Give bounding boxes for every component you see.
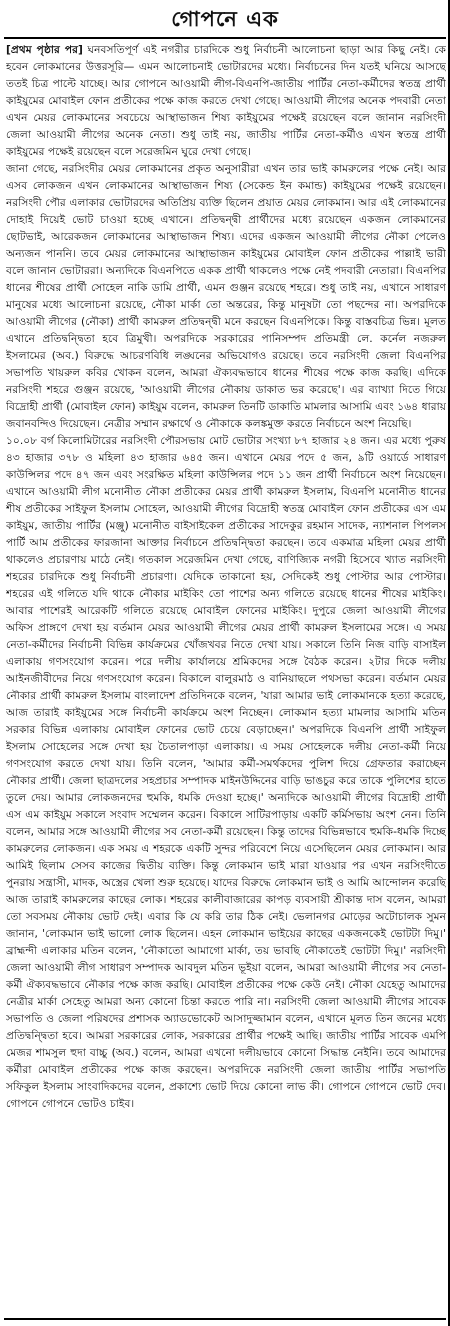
article-body: [6, 41, 446, 1315]
paragraph-text: জানা গেছে, নরসিংদীর মেয়র লোকমানের প্রকৃত অনুসারীরা এখন তার ভাই কামরুলের পক্ষে নেই। আর এসব লোকজন এখন লোকমানের আস্থাভাজন শিষ্য (সেকেন্ড ইন কমান্ড) কাইয়ুমের পক্ষেই রয়েছেন। নরসিংদী পৌর এলাকার ভোটারদের অতিপ্রিয় ব্যক্তি ছিলেন প্রয়াত মেয়র লোকমান। আর এই লোকমানের দোহাই দিয়েই ভোট চাওয়া হচ্ছে এখানে। প্রতিদ্বন্দ্বী প্রার্থীদের মধ্যে রয়েছেন একজন লোকমানের ছোটভাই, আরেকজন লোকমানের আস্থাভাজন শিষ্য। এদের একজন আওয়ামী লীগের নৌকা পেলেও অন্যজন পাননি। তবে মেয়র লোকমানের আস্থাভাজন কাইয়ুমের মোবাইল ফোন প্রতীকের পাল্লাই ভারী বলে জানান ভোটাররা। অন্যদিকে বিএনপিতে একক প্রার্থী থাকলেও পক্ষে নেই পদবারী নেতারা। বিএনপির ধানের শীষের প্রার্থী সোহেল নাকি ডামি প্রার্থী, এমন গুঞ্জন রয়েছে শহরে। শুধু তাই নয়, এখানে সাধারণ মানুষের মধ্যে আলোচনা রয়েছে, নৌকা মার্কা তো অন্তরের, কিন্তু মানুষটা তো পছন্দের না। অপরদিকে আওয়ামী লীগের (নৌকা) প্রার্থী কামরুল প্রতিদ্বন্দ্বী মনে করছেন বিএনপিকে। কিন্তু বাস্তবচিত্র ভিন্ন। মূলত এখানে প্রতিদ্বন্দ্বিতা হবে ত্রিমুখী। অপরদিকে সরকারের পানিসম্পদ প্রতিমন্ত্রী লে. কর্নেল নজরুল ইসলামের (অব.) বিরুদ্ধে আচরণবিধি লঙ্ঘনের অভিযোগও রয়েছে। তবে নরসিংদী জেলা বিএনপির সভাপতি খায়রুল কবির খোকন বলেন, আমরা ঐক্যবদ্ধভাবে ধানের শীষের পক্ষে কাজ করছি। এদিকে নরসিংদী শহরে গুঞ্জন রয়েছে, 'আওয়ামী লীগের নৌকায় ডাকাত ভর করেছে'। এর ব্যাখ্যা দিতে গিয়ে বিদ্রোহী প্রার্থী (মোবাইল ফোন) কাইয়ুম বলেন, কামরুল তিনটি ডাকাতি মামলার আসামি এবং ১৬৪ ধারায় জবানবন্দিও দিয়েছেন। নেত্রীর সম্মান রক্ষার্থে ও নৌকাকে কলঙ্কমুক্ত করতে নির্বাচনে অংশ নিয়েছি।: [6, 162, 446, 430]
headline-divider: [4, 37, 446, 39]
article-paragraph: [6, 41, 446, 160]
article-paragraph: [6, 160, 446, 432]
article-headline: গোপনে এক: [171, 6, 279, 31]
paragraph-text: ঘনবসতিপূর্ণ এই নগরীর চারদিকে শুধু নির্বাচনী আলোচনা ছাড়া আর কিছু নেই। কে হবেন লোকমানের উত্তরসূরি— এমন আলোচনাই ভোটারদের মধ্যে। নির্বাচনের দিন যতই ঘনিয়ে আসছে ততই চিত্র পাল্টে যাচ্ছে। আর গোপনে আওয়ামী লীগ-বিএনপি-জাতীয় পার্টির নেতা-কর্মীদের স্বতন্ত্র প্রার্থী কাইয়ুমের মোবাইল ফোন প্রতীকের পক্ষে কাজ করতে দেখা গেছে। আওয়ামী লীগের অনেক পদবারী নেতা এখন মেয়র লোকমানের সবচেয়ে আস্থাভাজন শিষ্য কাইয়ুমের পক্ষেই রয়েছেন বলে জানান নরসিংদী জেলা আওয়ামী লীগের অনেক নেতা। শুধু তাই নয়, জাতীয় পার্টির নেতা-কর্মীও এখন স্বতন্ত্র প্রার্থী কাইয়ুমের পক্ষেই রয়েছেন বলে সরেজমিন ঘুরে দেখা গেছে।: [6, 43, 446, 158]
paragraph-text: ১০.০৮ বর্গ কিলোমিটারের নরসিংদী পৌরসভায় মোট ভোটার সংখ্যা ৮৭ হাজার ২৪ জন। এর মধ্যে পুরুষ ৪৩ হাজার ৩৭৮ ও মহিলা ৪৩ হাজার ৬৪৫ জন। এখানে মেয়র পদে ৫ জন, ৯টি ওয়ার্ডে সাধারণ কাউন্সিলর পদে ৪৭ জন এবং সংরক্ষিত মহিলা কাউন্সিলর পদে ১১ জন প্রার্থী নির্বাচনে অংশ নিয়েছেন। এখানে আওয়ামী লীগ মনোনীত নৌকা প্রতীকের মেয়র প্রার্থী কামরুল ইসলাম, বিএনপি মনোনীত ধানের শীষ প্রতীকের সাইফুল ইসলাম সোহেল, আওয়ামী লীগের বিদ্রোহী স্বতন্ত্র মোবাইল ফোন প্রতীকের এস এম কাইয়ুম, জাতীয় পার্টির (মঞ্জু) মনোনীত বাইসাইকেল প্রতীকের সাদেকুর রহমান সাদেক, ন্যাশনাল পিপলস পার্টি আম প্রতীকের ফারজানা আক্তার নির্বাচনে প্রতিদ্বন্দ্বিতা করছেন। তবে একমাত্র মহিলা মেয়র প্রার্থী থাকলেও প্রচারণায় মাঠে নেই। গতকাল সরেজমিন দেখা গেছে, বাণিজ্যিক নগরী হিসেবে খ্যাত নরসিংদী শহরের চারদিকে শুধু নির্বাচনী প্রচারণা। যেদিকে তাকানো হয়, সেদিকেই শুধু পোস্টার আর পোস্টার। শহরের এই গলিতে যদি থাকে নৌকার মাইকিং তো পাশের অন্য গলিতে রয়েছে ধানের শীষের মাইকিং। আবার পাশেরই আরেকটি গলিতে রয়েছে মোবাইল ফোনের মাইকিং। দুপুরে জেলা আওয়ামী লীগের অফিস প্রাঙ্গণে দেখা হয় বর্তমান মেয়র আওয়ামী লীগের মেয়র প্রার্থী কামরুল ইসলামের সঙ্গে। এ সময় নেতা-কর্মীদের নির্বাচনী বিভিন্ন কার্যক্রমের খোঁজখবর নিতে দেখা যায়। সকালে তিনি নিজ বাড়ি বাসাইল এলাকায় গণসংযোগ করেন। পরে দলীয় কার্যালয়ে শ্রমিকদের সঙ্গে বৈঠক করেন। ২টার দিকে দলীয় আইনজীবীদের নিয়ে গণসংযোগ করেন। বিকালে বালুরমাঠ ও বানিয়াছলে পথসভা করেন। বর্তমান মেয়র নৌকার প্রার্থী কামরুল ইসলাম বাংলাদেশ প্রতিদিনকে বলেন, 'যারা আমার ভাই লোকমানকে হত্যা করেছে, আজ তারাই কাইয়ুমের সঙ্গে নির্বাচনী কার্যক্রমে অংশ নিচ্ছেন। লোকমান হত্যা মামলার আসামি মতিন সরকার বিভিন্ন এলাকায় মোবাইল ফোনের ভোট চেয়ে বেড়াচ্ছেন।' অপরদিকে বিএনপি প্রার্থী সাইফুল ইসলাম সোহেলের সঙ্গে দেখা হয় চৈতালপাড়া এলাকায়। এ সময় সোহেলকে দলীয় নেতা-কর্মী নিয়ে গণসংযোগ করতে দেখা যায়। তিনি বলেন, 'আমার কর্মী-সমর্থকদের পুলিশ দিয়ে গ্রেফতার করাচ্ছেন নৌকার প্রার্থী। জেলা ছাত্রদলের সহপ্রচার সম্পাদক মাইনউদ্দিনের বাড়ি ভাঙচুর করে তাকে পুলিশের হাতে তুলে দেয়। আমার লোকজনদের হুমকি, ধমকি দেওয়া হচ্ছে।' অন্যদিকে আওয়ামী লীগের বিদ্রোহী প্রার্থী এস এম কাইয়ুম সকালে সংবাদ সম্মেলন করেন। বিকালে সাটিরপাড়ায় একটি কর্মিসভায় অংশ নেন। তিনি বলেন, আমার সঙ্গে আওয়ামী লীগের সব নেতা-কর্মী রয়েছেন। কিন্তু তাদের বিভিন্নভাবে হুমকি-ধমকি দিচ্ছে কামরুলের লোকজন। এক সময় এ শহরকে একটি সুন্দর পরিবেশে নিয়ে এসেছিলেন মেয়র লোকমান। আর আমিই ছিলাম সেসব কাজের দ্বিতীয় ব্যক্তি। কিন্তু লোকমান ভাই মারা যাওয়ার পর এখন নরসিংদীতে পুনরায় সন্ত্রাসী, মাদক, অস্ত্রের খেলা শুরু হয়েছে। যাদের বিরুদ্ধে লোকমান ভাই ও আমি আন্দোলন করেছি আজ তারাই কামরুলের কাছের লোক। শহরের কালীবাজারের কাপড় ব্যবসায়ী শ্রীকান্ত দাস বলেন, আমরা তো সবসময় নৌকায় ভোট দেই। এবার কি যে করি তার ঠিক নেই। ভেলানগর মোড়ের অটোচালক সুমন জানান, 'লোকমান ভাই ভালো লোক ছিলেন। এহন লোকমান ভাইয়ের কাছের একজনকেই ভোটটা দিমু।' ব্রাহ্মন্দী এলাকার মতিন বলেন, 'নৌকাতো আমাগো মার্কা, তয় ভাবছি নৌকাতেই ভোটটা দিমু।' নরসিংদী জেলা আওয়ামী লীগ সাধারণ সম্পাদক আবদুল মতিন ভূইয়া বলেন, আমরা আওয়ামী লীগের সব নেতা-কর্মী ঐক্যবদ্ধভাবে নৌকার পক্ষে কাজ করছি। মোবাইল প্রতীকের পক্ষে কেউ নেই। নৌকা যেহেতু আমাদের নেত্রীর মার্কা সেহেতু আমরা অন্য কোনো চিন্তা করতে পারি না। নরসিংদী জেলা আওয়ামী লীগের সাবেক সভাপতি ও জেলা পরিষদের প্রশাসক অ্যাডভোকেট আসাদুজ্জামান বলেন, এখানে মূলত তিন জনের মধ্যে প্রতিদ্বন্দ্বিতা হবে। আমরা সরকারের লোক, সরকারের প্রার্থীর পক্ষেই আছি। জাতীয় পার্টির সাবেক এমপি মেজর শামসুল হুদা বাচ্চু (অব.) বলেন, আমরা এখনো দলীয়ভাবে কোনো সিদ্ধান্ত নেইনি। তবে আমাদের কর্মীরা মোবাইল প্রতীকের পক্ষে কাজ করছেন। অপরদিকে নরসিংদী জেলা জাতীয় পার্টির সভাপতি সফিকুল ইসলাম সাংবাদিকদের বলেন, প্রকাশ্যে ভোট দিয়ে কোনো লাভ কী। গোপনে গোপনে ভোট দেব। গোপনে গোপনে ভোটও চাইব।: [6, 434, 446, 1110]
continuation-tag: [প্রথম পৃষ্ঠার পর]: [6, 43, 83, 56]
article-paragraph: [6, 432, 446, 1112]
bottom-divider: [4, 1318, 446, 1320]
